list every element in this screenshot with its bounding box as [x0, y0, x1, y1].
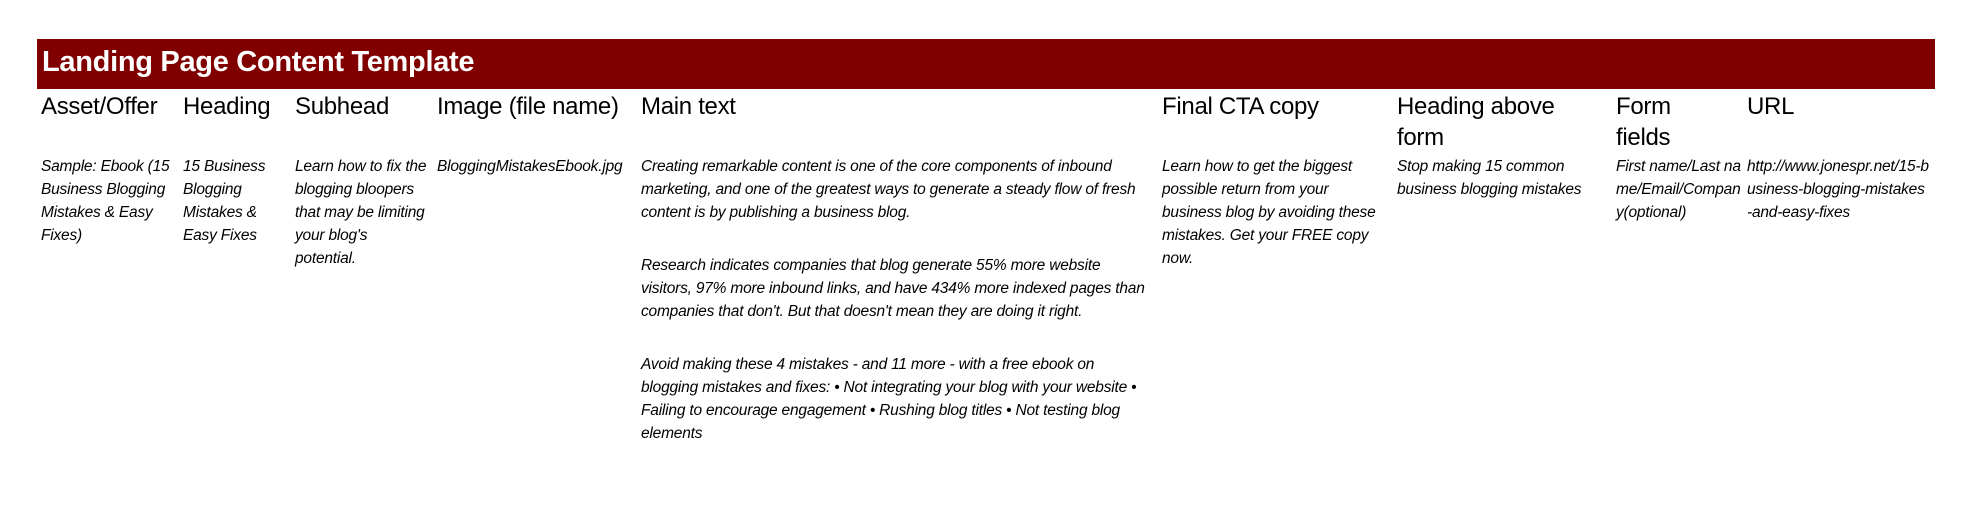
column-header: Main text	[641, 93, 736, 120]
cell-text: First name/Last name/Email/Company(optional)	[1616, 158, 1741, 221]
main-text-paragraph: Creating remarkable content is one of the core components of inbound marketing, and one of the greatest ways to generate a steady flow of fresh content is by publishing a business blog.	[641, 158, 1136, 221]
column-header: Image (file name)	[437, 93, 619, 120]
column-form-fields	[1616, 89, 1741, 221]
cell-text: Learn how to get the biggest possible return from your business blog by avoiding these mistakes. Get your FREE copy now.	[1162, 158, 1376, 267]
column-header: URL	[1747, 93, 1795, 120]
title-bar	[37, 39, 1935, 89]
column-header: Subhead	[295, 93, 389, 120]
column-content	[1162, 155, 1384, 270]
column-content	[1747, 155, 1929, 224]
column-content	[295, 155, 430, 270]
cell-text: Learn how to fix the blogging bloopers that may be limiting your blog's potential.	[295, 158, 427, 267]
column-content	[641, 155, 1146, 445]
column-header: Final CTA copy	[1162, 93, 1319, 120]
column-header: Heading	[183, 93, 271, 120]
main-text-paragraph: Avoid making these 4 mistakes - and 11 more - with a free ebook on blogging mistakes and fixes: • Not integrating your blog with your website • Failing to encourage engagement • Rushing blog titles • Not testing blog elements	[641, 356, 1137, 442]
column-url	[1747, 89, 1937, 221]
column-content	[1397, 155, 1597, 201]
column-final-cta-copy	[1162, 89, 1387, 267]
column-header: Heading above form	[1397, 93, 1555, 151]
column-subhead	[295, 89, 430, 267]
url-link[interactable]: http://www.jonespr.net/15-business-blogging-mistakes-and-easy-fixes	[1747, 158, 1929, 221]
page-title: Landing Page Content Template	[42, 46, 475, 78]
column-header: Form fields	[1616, 93, 1671, 151]
column-heading-above-form	[1397, 89, 1597, 198]
column-content	[437, 155, 637, 178]
cell-text: Sample: Ebook (15 Business Blogging Mistakes & Easy Fixes)	[41, 158, 170, 244]
cell-text: Stop making 15 common business blogging mistakes	[1397, 158, 1582, 198]
cell-text: 15 Business Blogging Mistakes & Easy Fixes	[183, 158, 266, 244]
column-image-file-name	[437, 89, 637, 175]
cell-text: BloggingMistakesEbook.jpg	[437, 158, 623, 175]
column-content	[1616, 155, 1741, 224]
column-header: Asset/Offer	[41, 93, 158, 120]
column-main-text	[641, 89, 1151, 442]
main-text-paragraph: Research indicates companies that blog generate 55% more website visitors, 97% more inbound links, and have 434% more indexed pages than companies that don't. But that doesn't mean they are doing it right.	[641, 257, 1145, 320]
column-heading	[183, 89, 283, 244]
column-content	[183, 155, 278, 247]
column-content	[41, 155, 181, 247]
column-asset-offer	[41, 89, 181, 244]
